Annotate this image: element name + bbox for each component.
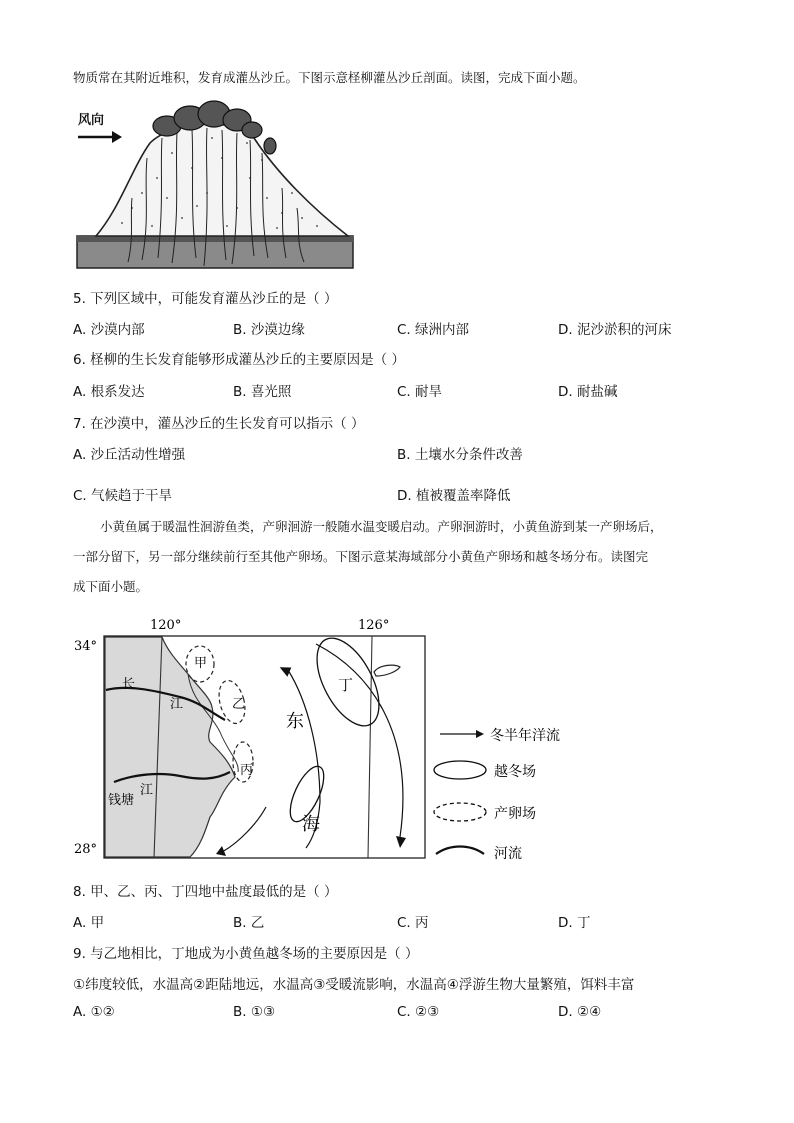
river-label-jiang-2: 江 xyxy=(140,783,154,798)
river-label-qiantang: 钱塘 xyxy=(108,793,135,808)
place-ding: 丁 xyxy=(338,676,354,694)
lon-label-126: 126° xyxy=(358,618,390,633)
question-6-option-a: A. 根系发达 xyxy=(73,384,145,400)
legend-wintering-label: 越冬场 xyxy=(494,764,536,780)
question-5-stem: 5. 下列区域中，可能发育灌丛沙丘的是（ ） xyxy=(73,291,338,307)
question-9-statements: ①纬度较低，水温高②距陆地远，水温高③受暖流影响，水温高④浮游生物大量繁殖，饵料丰富 xyxy=(73,977,635,993)
question-8-option-a: A. 甲 xyxy=(73,915,105,931)
sea-label-hai: 海 xyxy=(302,814,320,835)
passage-intro-2-line-2: 一部分留下，另一部分继续前行至其他产卵场。下图示意某海域部分小黄鱼产卵场和越冬场分布。读图完 xyxy=(73,549,649,564)
question-9-option-c: C. ②③ xyxy=(397,1004,440,1020)
question-9-option-b: B. ①③ xyxy=(233,1004,276,1020)
question-9-option-a: A. ①② xyxy=(73,1004,115,1020)
lat-label-28: 28° xyxy=(74,842,98,857)
question-6-option-c: C. 耐旱 xyxy=(397,384,443,400)
question-8-option-b: B. 乙 xyxy=(233,915,265,931)
map-legend xyxy=(434,727,560,862)
legend-river-label: 河流 xyxy=(494,846,522,862)
question-6-option-d: D. 耐盐碱 xyxy=(558,384,618,400)
passage-intro-2-line-1: 小黄鱼属于暖温性洄游鱼类，产卵洄游一般随水温变暖启动。产卵洄游时，小黄鱼游到某一产卵场后， xyxy=(100,519,663,534)
river-label-jiang-1: 江 xyxy=(170,697,184,712)
question-7-option-b: B. 土壤水分条件改善 xyxy=(397,447,523,463)
passage-intro-2-line-3: 成下面小题。 xyxy=(73,579,149,594)
fish-distribution-map xyxy=(70,612,580,864)
question-8-stem: 8. 甲、乙、丙、丁四地中盐度最低的是（ ） xyxy=(73,884,338,900)
question-5-option-d: D. 泥沙淤积的河床 xyxy=(558,322,672,338)
legend-current-label: 冬半年洋流 xyxy=(490,728,560,744)
place-yi: 乙 xyxy=(232,697,246,712)
question-6-option-b: B. 喜光照 xyxy=(233,384,292,400)
passage-intro-1: 物质常在其附近堆积，发育成灌丛沙丘。下图示意柽柳灌丛沙丘剖面。读图，完成下面小题。 xyxy=(73,70,586,85)
wind-direction-label: 风向 xyxy=(78,113,105,128)
question-8-option-d: D. 丁 xyxy=(558,915,591,931)
legend-spawning-label: 产卵场 xyxy=(494,806,536,822)
question-7-option-d: D. 植被覆盖率降低 xyxy=(397,488,511,504)
lon-label-120: 120° xyxy=(150,618,182,633)
lat-label-34: 34° xyxy=(74,639,98,654)
question-5-option-b: B. 沙漠边缘 xyxy=(233,322,305,338)
question-9-option-d: D. ②④ xyxy=(558,1004,602,1020)
river-label-chang: 长 xyxy=(122,677,136,692)
place-bing: 丙 xyxy=(240,763,254,778)
place-jia: 甲 xyxy=(194,656,208,671)
shrub-dune-figure xyxy=(72,98,362,274)
question-6-stem: 6. 柽柳的生长发育能够形成灌丛沙丘的主要原因是（ ） xyxy=(73,352,405,368)
question-5-option-c: C. 绿洲内部 xyxy=(397,322,470,338)
question-7-option-c: C. 气候趋于干旱 xyxy=(73,488,173,504)
question-8-option-c: C. 丙 xyxy=(397,915,429,931)
question-9-stem: 9. 与乙地相比，丁地成为小黄鱼越冬场的主要原因是（ ） xyxy=(73,946,419,962)
sea-label-dong: 东 xyxy=(286,711,304,732)
question-7-option-a: A. 沙丘活动性增强 xyxy=(73,447,186,463)
question-5-option-a: A. 沙漠内部 xyxy=(73,322,145,338)
question-7-stem: 7. 在沙漠中，灌丛沙丘的生长发育可以指示（ ） xyxy=(73,416,365,432)
